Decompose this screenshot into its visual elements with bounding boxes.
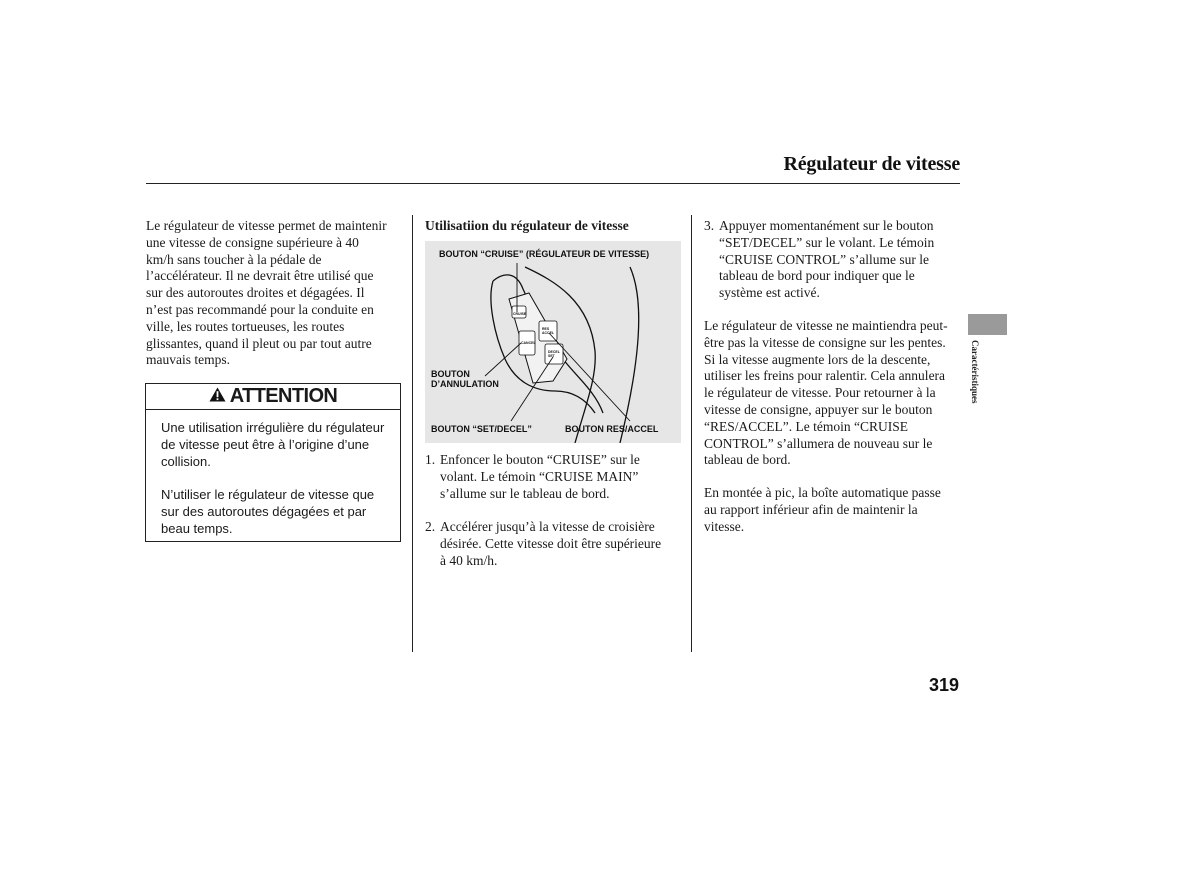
page-title: Régulateur de vitesse [783, 153, 960, 175]
button-cap-set: SET [548, 354, 555, 358]
text-line: volant. Le témoin “CRUISE MAIN” [440, 468, 639, 484]
figure-label-cancel-line-2: D’ANNULATION [431, 379, 499, 389]
text-line: sur des autoroutes dégagées et par [161, 504, 367, 519]
text-line: “CRUISE CONTROL” s’allume sur le [719, 251, 929, 267]
text-line: “SET/DECEL” sur le volant. Le témoin [719, 234, 935, 250]
figure-label-cruise: BOUTON “CRUISE” (RÉGULATEUR DE VITESSE) [439, 249, 650, 259]
text-line: mauvais temps. [146, 352, 230, 368]
button-cap-cruise: CRUISE [513, 312, 527, 316]
warning-triangle-icon [209, 385, 226, 408]
text-line: utiliser les freins pour ralentir. Cela annulera [704, 368, 946, 384]
text-line: n’est pas recommandé pour la conduite en [146, 301, 374, 317]
text-line: tableau de bord pour indiquer que le [719, 268, 915, 284]
step-number: 3. [704, 218, 715, 233]
button-cap-decel: DECEL [548, 350, 560, 354]
figure-label-res-accel: BOUTON RES/ACCEL [565, 424, 659, 434]
text-line: le régulateur de vitesse. Pour retourner à la [704, 385, 936, 401]
text-line: glissantes, quand il pleut ou par tout autre [146, 335, 372, 351]
text-line: de vitesse peut être à l’origine d’une [161, 437, 370, 452]
text-line: l’accélérateur. Il ne devrait être utilisé que [146, 268, 374, 284]
figure-label-cancel [431, 369, 499, 389]
text-line: vitesse de consigne, appuyer sur le bouton [704, 401, 933, 417]
text-line: au rapport inférieur afin de maintenir la [704, 501, 918, 517]
figure-label-set-decel: BOUTON “SET/DECEL” [431, 424, 532, 434]
step-number: 2. [425, 519, 436, 534]
warning-paragraph-2 [161, 486, 393, 537]
header-rule [146, 183, 960, 184]
text-line: Si la vitesse augmente lors de la descente, [704, 351, 931, 367]
button-cap-res-accel [542, 327, 554, 335]
text-line: CONTROL” s’allumera de nouveau sur le [704, 435, 933, 451]
text-line: sur des autoroutes droites et dégagées. Il [146, 285, 365, 301]
button-cap-cancel: CANCEL [521, 341, 536, 345]
button-cap-accel: ACCEL [542, 331, 555, 335]
text-line: Le régulateur de vitesse permet de maintenir [146, 218, 387, 233]
text-line: système est activé. [719, 285, 820, 301]
text-line: tableau de bord. [704, 452, 791, 468]
text-line: vitesse. [704, 518, 745, 534]
step-text [440, 452, 690, 502]
page-number: 319 [928, 675, 959, 695]
text-line: Une utilisation irrégulière du régulateur [161, 420, 385, 435]
text-line: Appuyer momentanément sur le bouton [719, 218, 934, 233]
incline-paragraph [704, 485, 966, 535]
column-divider-1 [412, 215, 413, 652]
warning-header [146, 384, 400, 410]
text-line: beau temps. [161, 521, 233, 536]
step-text [719, 218, 964, 302]
section-tab [968, 314, 1007, 335]
cruise-control-figure [425, 241, 681, 443]
intro-paragraph [146, 218, 408, 369]
text-line: km/h sans toucher à la pédale de [146, 251, 322, 267]
text-line: à 40 km/h. [440, 552, 498, 568]
text-line: désirée. Cette vitesse doit être supérieure [440, 535, 662, 551]
text-line: “RES/ACCEL”. Le témoin “CRUISE [704, 418, 908, 434]
button-cap-set-decel [548, 350, 560, 358]
text-line: ville, les routes tortueuses, les routes [146, 318, 345, 334]
text-line: être pas la vitesse de consigne sur les pentes. [704, 334, 946, 350]
step-number: 1. [425, 452, 436, 467]
steering-wheel-diagram [425, 241, 681, 443]
text-line: une vitesse de consigne supérieure à 40 [146, 234, 359, 250]
warning-label: ATTENTION [229, 385, 338, 407]
step-text [440, 519, 690, 569]
warning-box [145, 383, 401, 542]
button-cap-res: RES [542, 327, 550, 331]
text-line: Accélérer jusqu’à la vitesse de croisière [440, 519, 655, 534]
text-line: N’utiliser le régulateur de vitesse que [161, 487, 375, 502]
text-line: En montée à pic, la boîte automatique passe [704, 485, 941, 500]
figure-label-cancel-line-1: BOUTON [431, 369, 470, 379]
text-line: collision. [161, 454, 211, 469]
descent-paragraph [704, 318, 966, 469]
section-side-label: Caractéristiques [970, 340, 980, 404]
section-heading: Utilisatiion du régulateur de vitesse [425, 218, 629, 233]
column-divider-2 [691, 215, 692, 652]
text-line: Le régulateur de vitesse ne maintiendra peut- [704, 318, 948, 333]
warning-paragraph-1 [161, 419, 393, 470]
text-line: s’allume sur le tableau de bord. [440, 485, 610, 501]
text-line: Enfoncer le bouton “CRUISE” sur le [440, 452, 640, 467]
